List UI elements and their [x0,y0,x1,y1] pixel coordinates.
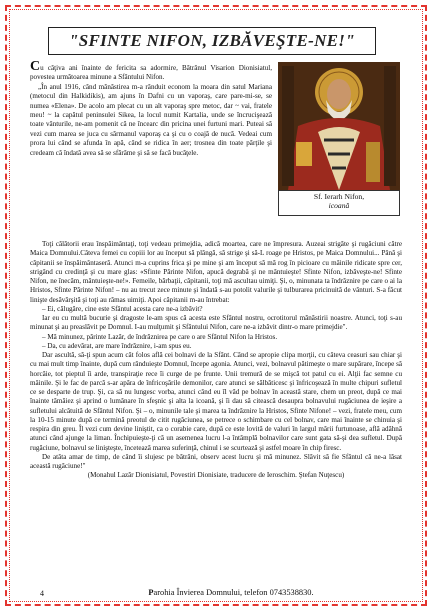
body-paragraph: Toţi călătorii erau înspăimântaţi, toţi vedeau primejdia, adică moartea, care ne împresura. Auzeai strigăte şi rugăciuni către Maica Domnului.Câteva femei cu copiii lor au început să plângă, să strige şi să-L roage pe Hristos, pe Maica Domnului... Până şi căpitanii se înspăimântaseră. Atunci m-a cuprins frica şi pe mine şi am început să mă rog în picioare cu mâinile ridicate spre cer, strigând cu credinţă şi cu mare glas: «Sfinte Părinte Nifon, apucă degrabă şi ne mântuieşte! Sfinte Nifon, izbăveşte-ne! Sfinte Nifon, ne înecăm, mântuieşte-ne!». Femeile, bărbaţii, căpitanii, toţi mă ascultau uimiţi. Şi, o, minunata ta îndrăznire pe care o ai la Hristos, Sfinte Părinte Nifon! – nu au trecut zece minute şi îndată s-au potolit valurile şi tulburarea pricinuită de vânturi. S-a făcut linişte desăvârşită şi toţi au rămas uimiţi. Apoi căpitanii m-au întrebat: [30,240,402,304]
intro-paragraph-1 [30,59,272,83]
saint-icon-image [278,62,400,190]
page-title: "SFINTE NIFON, IZBĂVEŞTE-NE!" [69,31,355,50]
intro-paragraph-1-text: u câţiva ani înainte de fericita sa adormire, Bătrânul Visarion Dionisiatul, povestea următoarea minune a Sfântului Nifon. [30,64,272,82]
body-paragraph: Iar eu cu multă bucurie şi dragoste le-am spus că acesta este Sfântul nostru, ocrotitorul mănăstirii noastre. Atunci, toţi s-au minunat şi au preaslăvit pe Domnul. I-au mulţumit şi Sfântului Nifon, care ne-a izbăvit dintr-o mare primejdie". [30,314,402,332]
footer-parish [0,588,432,597]
page-number: 4 [40,589,44,598]
body-paragraph: – Ei, călugăre, cine este Sfântul acesta care ne-a izbăvit? [42,304,203,313]
footer-parish-initial: P [148,588,154,597]
dropcap: C [30,59,41,74]
icon-caption-line-2: icoană [328,201,350,210]
body-paragraph: Dar ascultă, să-ţi spun acum cât folos află cei bolnavi de la Sfânt. Când se apropie clipa morţii, cu câteva ceasuri sau chiar şi cu mai mult timp înainte, după cum rânduieşte Domnul, începe agonia. Atunci, vezi, bolnavul pătimeşte o mare supărare, începe să horcăie, tot pieptul îi arde, transpiraţie rece îi curge de pe frunte. Unii tremură de se mişcă tot patul cu ei. Alţii fac semne cu mâinile. Şi le fac de parcă s-ar apăra de înfricoşările demonilor, care atunci se sălbăticesc şi înfricoşează în multe chipuri sufletul ce se desparte de trup. Şi, ca să nu lungesc vorba, atunci când eu îl văd pe bolnav în această stare, chem un preot, după ce mai înainte tămâiez şi aprind o lumânare în sfeşnic şi alta la icoană, şi îi dau să citească desaupra bolnavului rugăciunea de ieşire a sufletului alcătuită de Sfântul Nifon. Şi – o, minunile tale şi marea ta îndrăznire la Hristos, Sfinte Nifone! – vezi, fratele meu, cum la 10-15 minute după ce termină preotul de citit rugăciunea, se petrece o schimbare cu cel bolnav, care mai înainte se chinuia şi respira din greu. Îl vezi cum devine liniştit, ca o corabie care, după ce este lovită de valuri în largul mării furtunoase, află adăhnă atunci când ajunge la liman. Închipuieşte-ţi că un asemenea lucru l-a întâmplă bolnavilor care sunt gata să-şi dea sufletul. După rugăciune, bolnavul se linişteşte, încetează marea suferinţă, chinul i se scurtează şi astfel moare în chip firesc. [30,351,402,452]
source-citation: (Monahul Lazăr Dionisiatul, Povestiri Dionisiate, traducere de Ieroschim. Ştefan Nuţescu) [87,471,345,480]
icon-caption [278,190,400,216]
body-paragraph: – Da, cu adevărat, are mare îndrăznire, i-am spus eu. [42,341,192,350]
body-text [30,240,402,481]
intro-paragraph-2: „În anul 1916, când mănăstirea m-a rânduit econom la moara din satul Mariana (metocul din Halkidikis), am ajuns în Dafni cu un vaporaş, care pare-mi-se, se numea «Elena». De acolo am plecat cu un alt vaporaş spre metoc, dar ~ vai, fratele meu! ~ la capătul peninsulei Sikea, la locul numit Kartalia, unde se încrucişează toate vânturile, ne-am pomenit că ne încearc din pricina unei furtuni mari. Puteai să vezi cum marea se juca cu sărmanul vaporaş ca şi cu o coajă de nucă. Vedeai cum prora lui când se afunda în apă, când se ridica în aer; trosnea din toate părţile şi credeam că îndată avea să se sfărâme şi să se facă bucăţele. [30,82,272,157]
saint-icon-drawing [278,62,400,190]
body-paragraph: De atâta amar de timp, de când îi slujesc pe bătrâni, observ acest lucru şi mă minunez. Slăvit să fie Sfântul că ne-a lăsat această rugăciune!" [30,452,402,470]
intro-text [30,59,272,158]
icon-caption-line-1: Sf. Ierarh Nifon, [313,192,365,201]
body-paragraph: – Mă minunez, părinte Lazăr, de îndrăznirea pe care o are Sfântul Nifon la Hristos. [42,332,278,341]
footer-parish-text: arohia Învierea Domnului, telefon 0743538830. [153,588,314,597]
title-box [48,27,376,55]
